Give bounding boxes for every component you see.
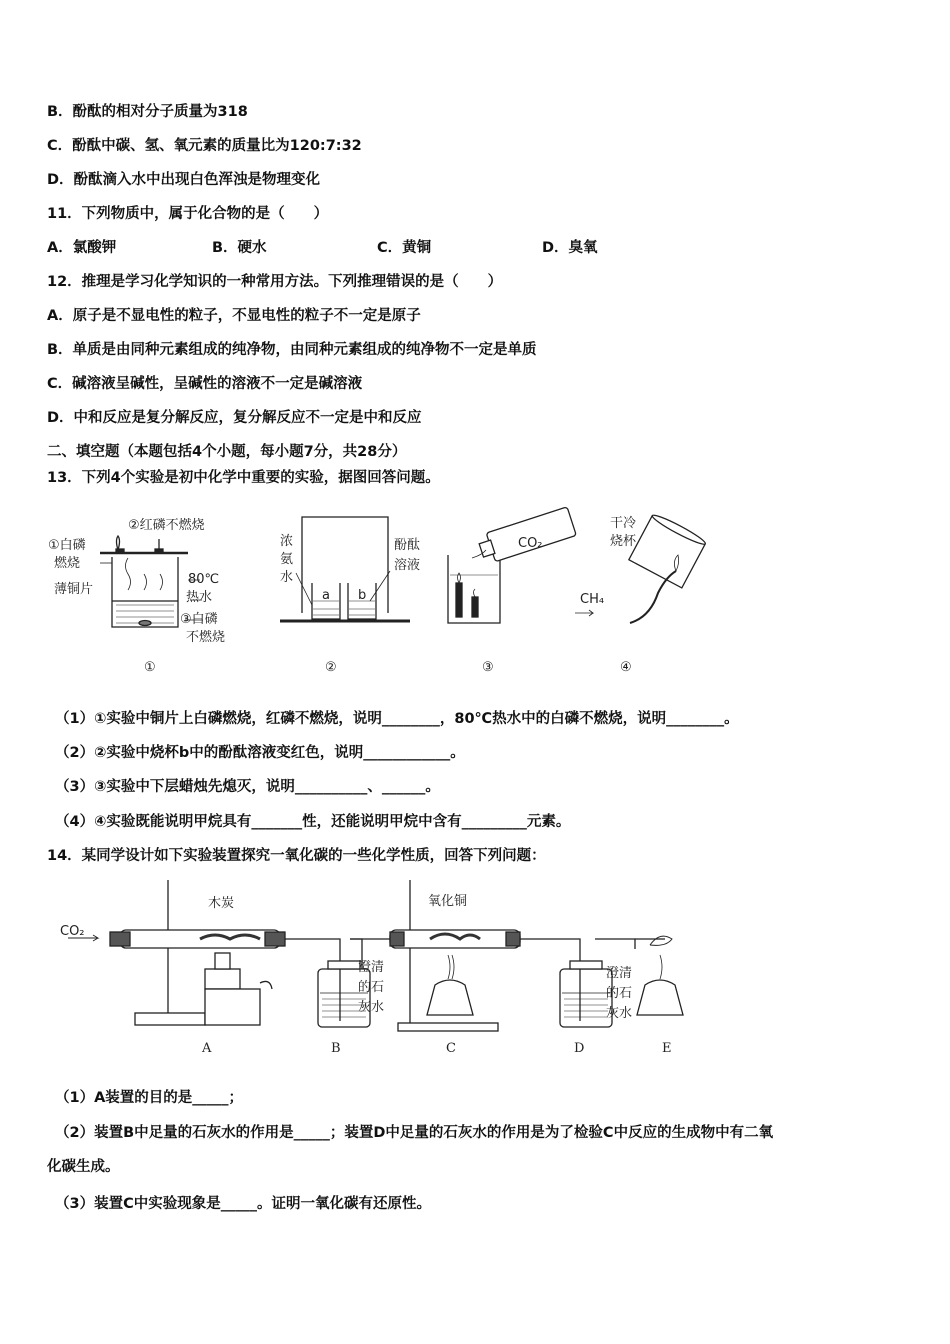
label-lime-d-3: 灰水 (606, 1006, 633, 1021)
label-cup-1: 干冷 (610, 516, 637, 531)
label-cup-2: 烧杯 (610, 534, 637, 549)
q12-option-b: B．单质是由同种元素组成的纯净物，由同种元素组成的纯净物不一定是单质 (47, 342, 537, 358)
label-lime-b-3: 灰水 (358, 1000, 385, 1015)
label-ch4: CH₄ (580, 592, 605, 607)
q13-sub3: （3）③实验中下层蜡烛先熄灭，说明__________、______。 (55, 779, 440, 795)
q13-figure-svg (40, 505, 740, 680)
q10-option-d: D．酚酞滴入水中出现白色浑浊是物理变化 (47, 172, 321, 188)
q13-sub1: （1）①实验中铜片上白磷燃烧，红磷不燃烧，说明________，80℃热水中的白磷不燃烧，说明________。 (55, 711, 739, 727)
q14-stem: 14．某同学设计如下实验装置探究一氧化碳的一些化学性质，回答下列问题： (47, 848, 546, 864)
q11-option-d: D．臭氧 (542, 240, 598, 256)
label-white-p3-1: ③白磷 (180, 612, 218, 627)
section-heading: 二、填空题（本题包括4个小题，每小题7分，共28分） (47, 444, 407, 460)
label-white-p3-2: 不燃烧 (186, 630, 226, 645)
q14-sub1: （1）A装置的目的是_____； (55, 1090, 244, 1106)
label-lime-b-1: 澄清 (358, 960, 385, 975)
q12-option-d: D．中和反应是复分解反应，复分解反应不一定是中和反应 (47, 410, 422, 426)
label-ammonia-3: 水 (280, 570, 294, 585)
q13-figure (40, 505, 740, 680)
q14-figure-svg (50, 875, 710, 1060)
label-copper: 薄铜片 (54, 582, 94, 597)
q14-sub2-cont: 化碳生成。 (47, 1159, 120, 1175)
q12-option-a: A．原子是不显电性的粒子，不显电性的粒子不一定是原子 (47, 308, 421, 324)
caption-3: ③ (482, 660, 494, 675)
label-white-p-2: 燃烧 (54, 556, 81, 571)
q11-stem: 11．下列物质中，属于化合物的是（ ） (47, 206, 329, 222)
label-red-p: ②红磷不燃烧 (128, 518, 205, 533)
label-e: E (662, 1041, 672, 1056)
q13-stem: 13．下列4个实验是初中化学中重要的实验，据图回答问题。 (47, 470, 440, 486)
label-b: B (331, 1041, 341, 1056)
q11-options (47, 238, 598, 258)
label-phenol-1: 酚酞 (394, 538, 421, 553)
label-phenol-2: 溶液 (394, 558, 421, 573)
label-d: D (574, 1041, 585, 1056)
q12-option-c: C．碱溶液呈碱性，呈碱性的溶液不一定是碱溶液 (47, 376, 363, 392)
label-cuo: 氧化铜 (428, 894, 468, 909)
q11-option-a: A．氯酸钾 (47, 240, 117, 256)
label-lime-b-2: 的石 (358, 980, 385, 995)
label-ammonia-1: 浓 (280, 534, 294, 549)
label-co2-inlet: CO₂ (60, 924, 85, 939)
label-co2-bottle: CO₂ (518, 536, 543, 551)
caption-1: ① (144, 660, 156, 675)
q11-option-c: C．黄铜 (377, 240, 432, 256)
caption-2: ② (325, 660, 337, 675)
label-hot-1: 80℃ (188, 572, 220, 587)
label-charcoal: 木炭 (208, 896, 235, 911)
label-a: A (202, 1041, 212, 1056)
label-ammonia-2: 氨 (280, 552, 294, 567)
label-lime-d-1: 澄清 (606, 966, 633, 981)
q11-option-b: B．硬水 (212, 240, 267, 256)
caption-4: ④ (620, 660, 632, 675)
label-white-p-1: ①白磷 (48, 538, 86, 553)
q10-option-c: C．酚酞中碳、氢、氧元素的质量比为120:7:32 (47, 138, 362, 154)
q13-sub4: （4）④实验既能说明甲烷具有_______性，还能说明甲烷中含有_________元素。 (55, 814, 571, 830)
q10-option-b: B．酚酞的相对分子质量为318 (47, 104, 248, 120)
label-beaker-b: b (358, 588, 367, 603)
label-hot-2: 热水 (186, 590, 213, 605)
label-beaker-a: a (322, 588, 330, 603)
label-c: C (446, 1041, 456, 1056)
q12-stem: 12．推理是学习化学知识的一种常用方法。下列推理错误的是（ ） (47, 274, 503, 290)
q14-sub2: （2）装置B中足量的石灰水的作用是_____；装置D中足量的石灰水的作用是为了检验C中反应的生成物中有二氧 (55, 1125, 774, 1141)
q14-sub3: （3）装置C中实验现象是_____。证明一氧化碳有还原性。 (55, 1196, 431, 1212)
q14-figure (50, 875, 710, 1060)
label-lime-d-2: 的石 (606, 986, 633, 1001)
q13-sub2: （2）②实验中烧杯b中的酚酞溶液变红色，说明____________。 (55, 745, 465, 761)
